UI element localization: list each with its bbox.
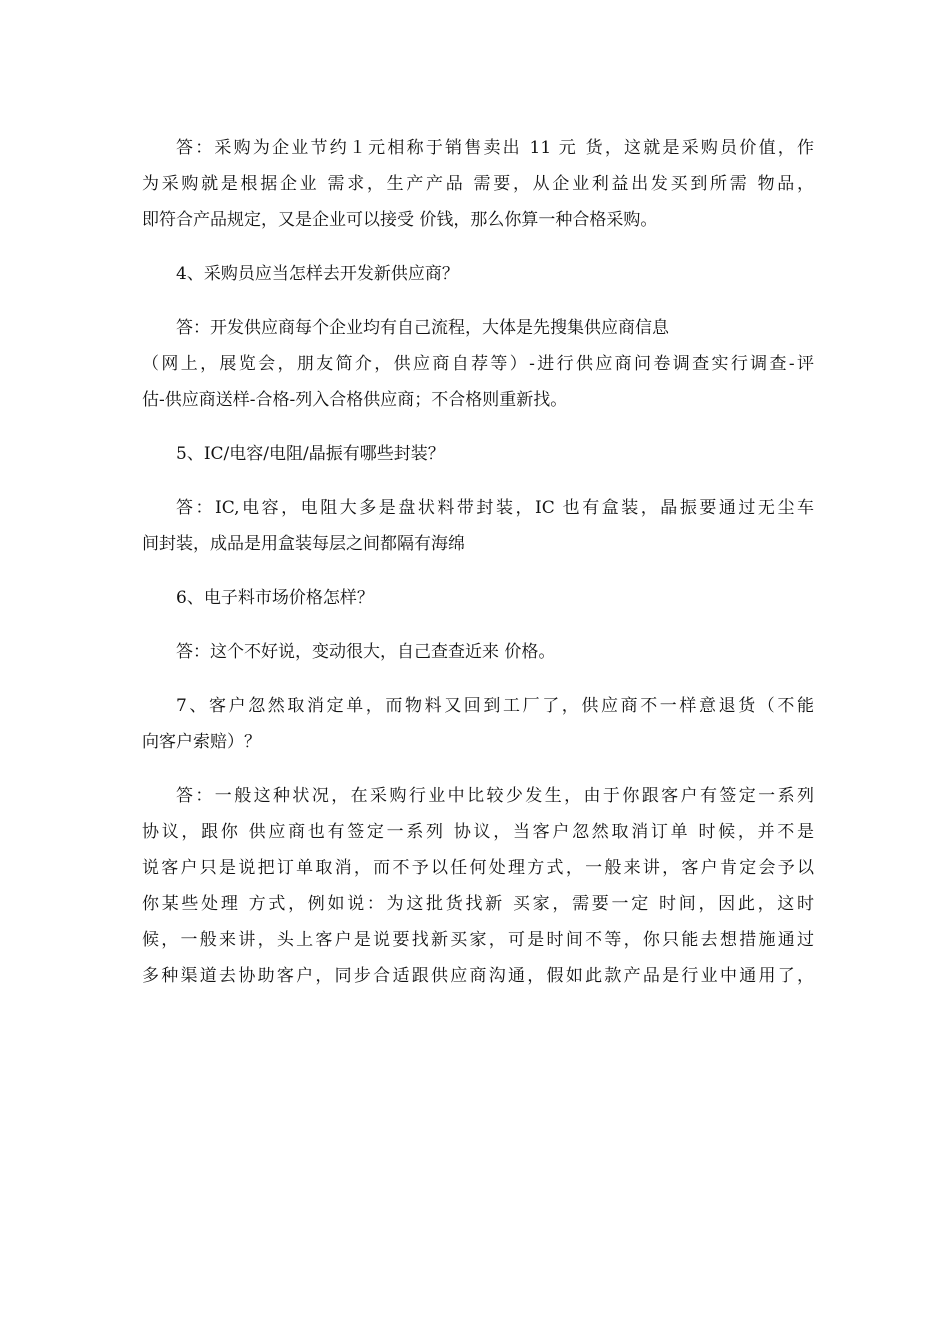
answer-4-paragraph xyxy=(142,310,814,418)
text-line: 多种渠道去协助客户，同步合适跟供应商沟通，假如此款产品是行业中通用了， xyxy=(142,966,814,986)
text-line: 说客户只是说把订单取消，而不予以任何处理方式，一般来讲，客户肯定会予以 xyxy=(142,858,814,878)
text-line: （网上，展览会，朋友简介，供应商自荐等）-进行供应商问卷调查实行调查-评 xyxy=(142,354,814,374)
text-line: 向客户索赔）？ xyxy=(142,732,261,752)
text-line: 间封装，成品是用盒装每层之间都隔有海绵 xyxy=(142,534,465,554)
text-line: 候，一般来讲，头上客户是说要找新买家，可是时间不等，你只能去想措施通过 xyxy=(142,930,814,950)
answer-6-paragraph xyxy=(142,634,814,670)
text-line: 5、IC/电容/电阻/晶振有哪些封装？ xyxy=(176,444,445,464)
text-line: 为采购就是根据企业 需求，生产产品 需要，从企业利益出发买到所需 物品， xyxy=(142,174,814,194)
question-7-heading xyxy=(142,688,814,760)
text-line: 答：采购为企业节约１元相称于销售卖出 11 元 货，这就是采购员价值，作 xyxy=(176,138,814,158)
question-5-heading xyxy=(142,436,814,472)
text-line: 答：一般这种状况，在采购行业中比较少发生，由于你跟客户有签定一系列 xyxy=(176,786,814,806)
answer-7-paragraph xyxy=(142,778,814,994)
text-line: 7、客户忽然取消定单，而物料又回到工厂了，供应商不一样意退货（不能 xyxy=(176,696,814,716)
text-line: 4、采购员应当怎样去开发新供应商？ xyxy=(176,264,459,284)
document-body xyxy=(142,130,814,1012)
text-line: 6、电子料市场价格怎样？ xyxy=(176,588,374,608)
answer-5-paragraph xyxy=(142,490,814,562)
question-4-heading xyxy=(142,256,814,292)
text-line: 答：开发供应商每个企业均有自己流程，大体是先搜集供应商信息 xyxy=(176,318,669,338)
question-6-heading xyxy=(142,580,814,616)
text-line: 协议，跟你 供应商也有签定一系列 协议，当客户忽然取消订单 时候，并不是 xyxy=(142,822,814,842)
text-line: 答：这个不好说，变动很大，自己查查近来 价格。 xyxy=(176,642,556,662)
text-line: 答：IC,电容，电阻大多是盘状料带封装，IC 也有盒装，晶振要通过无尘车 xyxy=(176,498,814,518)
text-line: 你某些处理 方式，例如说：为这批货找新 买家，需要一定 时间，因此，这时 xyxy=(142,894,814,914)
text-line: 估-供应商送样-合格-列入合格供应商；不合格则重新找。 xyxy=(142,390,568,410)
answer-3-paragraph xyxy=(142,130,814,238)
text-line: 即符合产品规定，又是企业可以接受 价钱，那么你算一种合格采购。 xyxy=(142,210,658,230)
